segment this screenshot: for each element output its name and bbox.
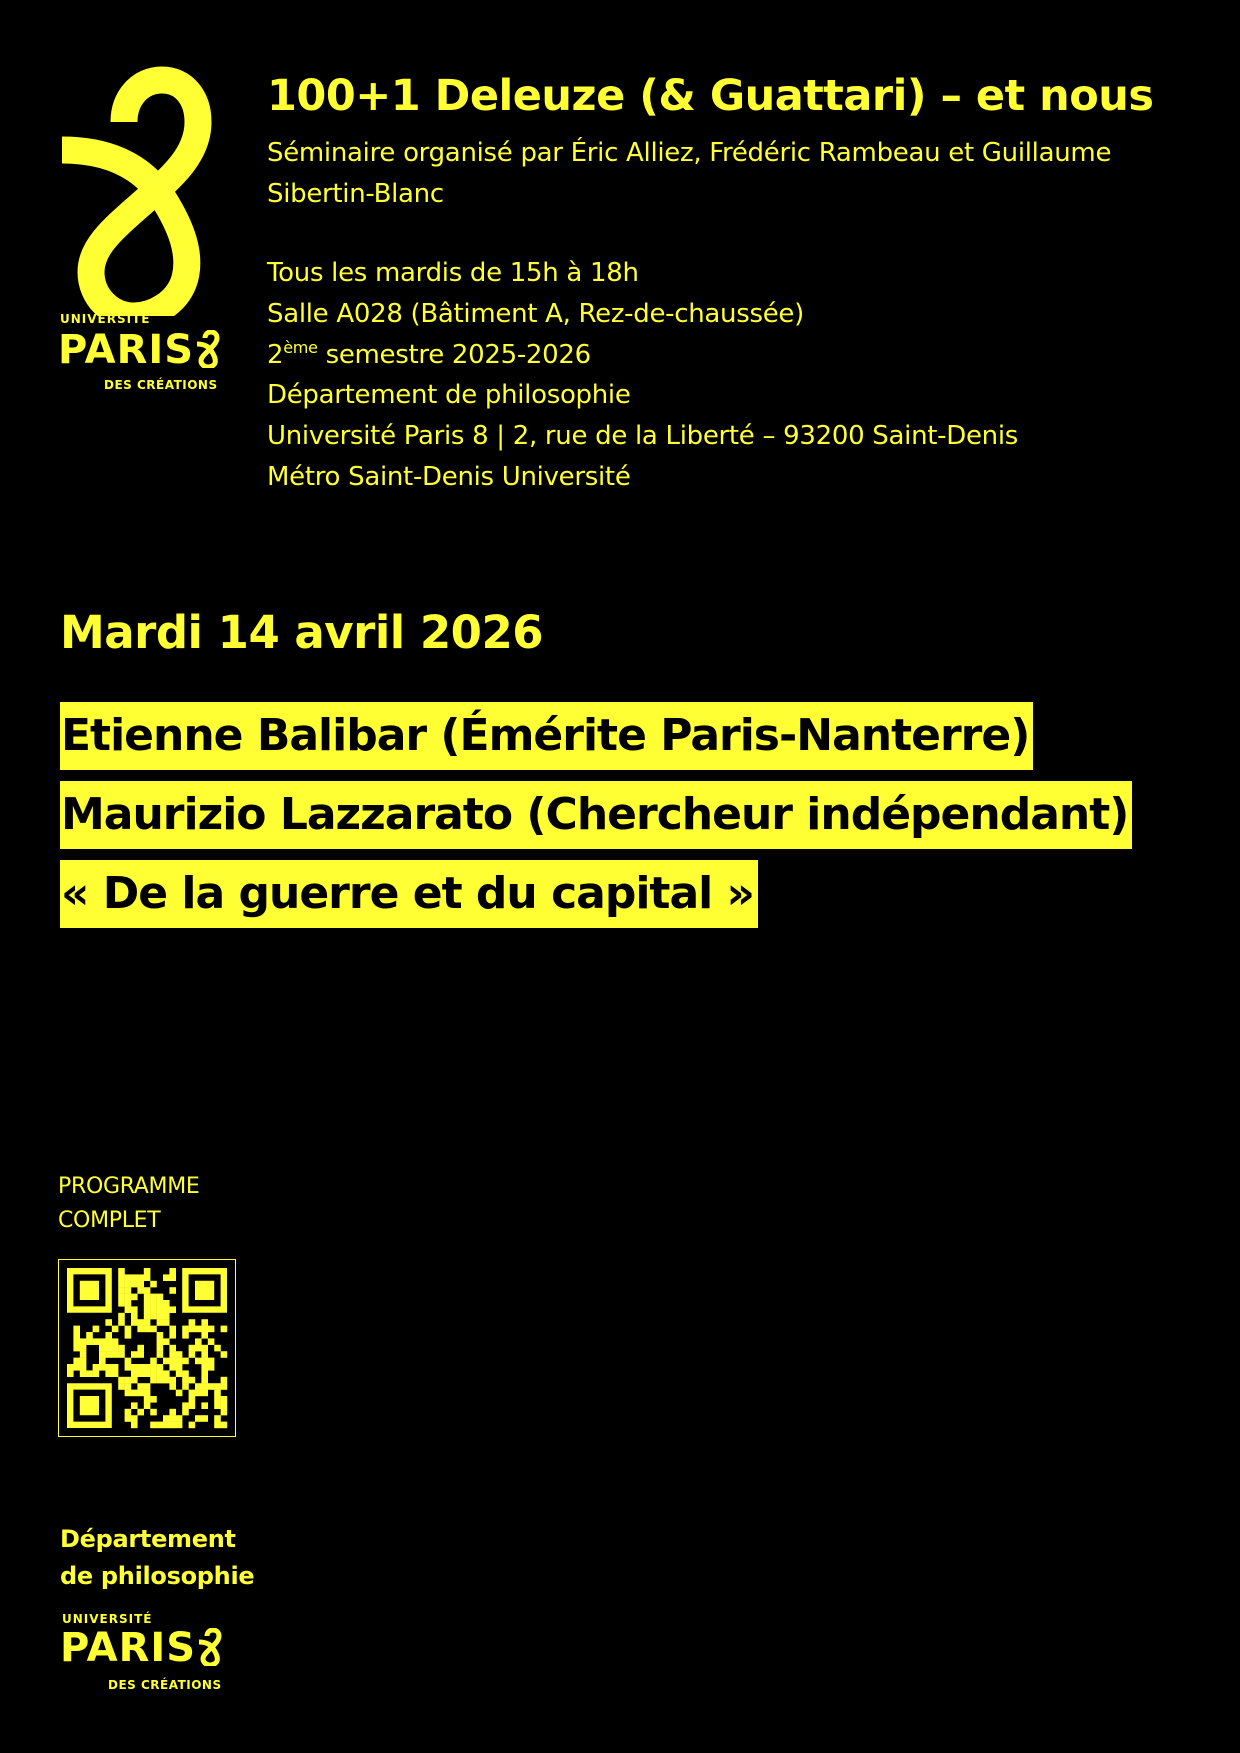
qr-module <box>169 1409 176 1416</box>
qr-module <box>157 1300 164 1307</box>
qr-module <box>150 1422 157 1429</box>
qr-module <box>163 1306 170 1313</box>
qr-module <box>144 1396 151 1403</box>
qr-module <box>195 1326 202 1333</box>
qr-module <box>93 1370 100 1377</box>
qr-module <box>150 1370 157 1377</box>
qr-module <box>137 1287 144 1294</box>
qr-module <box>214 1422 221 1429</box>
qr-module <box>201 1390 208 1397</box>
qr-module <box>112 1351 119 1358</box>
qr-module <box>182 1383 189 1390</box>
qr-module <box>99 1351 106 1358</box>
qr-module <box>169 1332 176 1339</box>
qr-module <box>125 1358 132 1365</box>
footer-logo-paris-word: PARIS <box>60 1625 197 1671</box>
qr-module <box>221 1326 228 1333</box>
qr-module <box>125 1326 132 1333</box>
qr-module <box>105 1351 112 1358</box>
qr-module <box>176 1358 183 1365</box>
qr-module <box>137 1383 144 1390</box>
programme-complet-label <box>58 1170 258 1238</box>
qr-module <box>105 1319 112 1326</box>
logo-eight-mark-icon <box>195 330 221 375</box>
qr-module <box>105 1364 112 1371</box>
qr-module <box>221 1409 228 1416</box>
qr-module <box>125 1364 132 1371</box>
qr-module <box>176 1415 183 1422</box>
qr-module <box>131 1370 138 1377</box>
qr-module <box>189 1345 196 1352</box>
qr-module <box>118 1377 125 1384</box>
qr-module <box>144 1370 151 1377</box>
qr-module <box>137 1281 144 1288</box>
qr-module <box>163 1370 170 1377</box>
speaker-2-highlight: Maurizio Lazzarato (Chercheur indépendant) <box>60 781 1132 849</box>
qr-module <box>182 1358 189 1365</box>
qr-module <box>157 1319 164 1326</box>
qr-module <box>182 1402 189 1409</box>
qr-module <box>125 1377 132 1384</box>
logo-universite-text: UNIVERSITÉ <box>60 312 151 326</box>
qr-module <box>189 1377 196 1384</box>
qr-module <box>195 1383 202 1390</box>
qr-module <box>150 1306 157 1313</box>
qr-module <box>80 1358 87 1365</box>
qr-module <box>201 1326 208 1333</box>
qr-module <box>163 1422 170 1429</box>
qr-module <box>157 1351 164 1358</box>
qr-module <box>137 1364 144 1371</box>
qr-module <box>131 1274 138 1281</box>
qr-code-icon[interactable] <box>59 1260 235 1436</box>
qr-module <box>125 1294 132 1301</box>
qr-module <box>169 1287 176 1294</box>
qr-module <box>169 1364 176 1371</box>
qr-module <box>195 1390 202 1397</box>
paris8-logo-small <box>62 1612 232 1692</box>
qr-module <box>131 1422 138 1429</box>
qr-module <box>67 1370 74 1377</box>
qr-module <box>137 1351 144 1358</box>
qr-module <box>80 1364 87 1371</box>
qr-module <box>189 1402 196 1409</box>
qr-module <box>150 1300 157 1307</box>
qr-module <box>195 1358 202 1365</box>
qr-module <box>169 1377 176 1384</box>
qr-module <box>208 1338 215 1345</box>
qr-module <box>125 1300 132 1307</box>
qr-module <box>157 1338 164 1345</box>
qr-module <box>118 1351 125 1358</box>
qr-module <box>144 1319 151 1326</box>
qr-module <box>93 1326 100 1333</box>
qr-module <box>157 1364 164 1371</box>
qr-module <box>99 1345 106 1352</box>
semester-text <box>267 335 1018 376</box>
schedule-text: Tous les mardis de 15h à 18h <box>267 258 639 288</box>
qr-module <box>208 1364 215 1371</box>
qr-module <box>201 1415 208 1422</box>
qr-module <box>112 1364 119 1371</box>
qr-module <box>137 1390 144 1397</box>
qr-module <box>221 1351 228 1358</box>
qr-module <box>118 1274 125 1281</box>
semester-number: 2 <box>267 339 284 370</box>
qr-module <box>189 1422 196 1429</box>
qr-module <box>137 1370 144 1377</box>
programme-line-2: COMPLET <box>58 1208 161 1233</box>
room-text: Salle A028 (Bâtiment A, Rez-de-chaussée) <box>267 298 804 329</box>
qr-module <box>137 1345 144 1352</box>
qr-module <box>157 1345 164 1352</box>
qr-module <box>182 1409 189 1416</box>
qr-module <box>157 1377 164 1384</box>
qr-module <box>105 1338 112 1345</box>
speaker-1-highlight: Etienne Balibar (Émérite Paris-Nanterre) <box>60 702 1033 770</box>
qr-module <box>80 1338 87 1345</box>
qr-module <box>112 1345 119 1352</box>
qr-module <box>86 1370 93 1377</box>
semester-years: semestre 2025-2026 <box>317 339 591 370</box>
qr-module <box>86 1332 93 1339</box>
qr-module <box>157 1332 164 1339</box>
qr-module <box>131 1402 138 1409</box>
qr-module <box>73 1364 80 1371</box>
qr-module <box>118 1300 125 1307</box>
qr-module <box>201 1370 208 1377</box>
qr-module <box>189 1390 196 1397</box>
qr-module <box>144 1364 151 1371</box>
qr-module <box>118 1345 125 1352</box>
qr-module <box>131 1319 138 1326</box>
qr-module <box>80 1370 87 1377</box>
logo-paris-word: PARIS <box>58 327 195 373</box>
qr-module <box>221 1383 228 1390</box>
qr-module <box>144 1300 151 1307</box>
qr-module <box>201 1377 208 1384</box>
qr-module <box>195 1415 202 1422</box>
qr-code-frame[interactable] <box>58 1259 236 1437</box>
qr-module <box>144 1268 151 1275</box>
qr-module <box>182 1377 189 1384</box>
seminar-title: 100+1 Deleuze (& Guattari) – et nous <box>267 71 1154 121</box>
qr-module <box>163 1313 170 1320</box>
qr-module <box>214 1345 221 1352</box>
qr-module <box>118 1281 125 1288</box>
qr-module <box>150 1409 157 1416</box>
qr-finder-top-right <box>182 1268 227 1313</box>
qr-module <box>144 1287 151 1294</box>
qr-module <box>163 1415 170 1422</box>
department-text: Département de philosophie <box>267 380 631 411</box>
qr-module <box>189 1351 196 1358</box>
paris8-eight-icon <box>58 66 258 316</box>
qr-module <box>144 1326 151 1333</box>
qr-module <box>144 1306 151 1313</box>
qr-module <box>169 1326 176 1333</box>
organizers-text: Séminaire organisé par Éric Alliez, Frédéric Rambeau et Guillaume Sibertin-Blanc <box>267 138 1112 209</box>
qr-module <box>118 1319 125 1326</box>
qr-module <box>163 1338 170 1345</box>
qr-module <box>201 1345 208 1352</box>
qr-module <box>157 1370 164 1377</box>
talk-title-highlight: « De la guerre et du capital » <box>60 860 758 928</box>
qr-module <box>157 1306 164 1313</box>
qr-module <box>86 1338 93 1345</box>
footer-department-line-2: de philosophie <box>60 1562 255 1590</box>
qr-module <box>150 1313 157 1320</box>
qr-finder-bottom-left <box>67 1383 112 1428</box>
qr-module <box>201 1332 208 1339</box>
qr-module <box>125 1306 132 1313</box>
footer-department-line-1: Département <box>60 1525 236 1553</box>
footer-logo-universite-text: UNIVERSITÉ <box>62 1612 153 1626</box>
qr-module <box>176 1422 183 1429</box>
qr-module <box>73 1358 80 1365</box>
session-date: Mardi 14 avril 2026 <box>60 606 544 659</box>
qr-module <box>169 1415 176 1422</box>
qr-module <box>112 1326 119 1333</box>
qr-module <box>144 1402 151 1409</box>
qr-module <box>118 1294 125 1301</box>
qr-module <box>221 1422 228 1429</box>
qr-module <box>144 1313 151 1320</box>
qr-module <box>99 1338 106 1345</box>
qr-module <box>169 1383 176 1390</box>
qr-module <box>105 1370 112 1377</box>
qr-module <box>157 1313 164 1320</box>
qr-module <box>163 1358 170 1365</box>
qr-module <box>214 1415 221 1422</box>
qr-module <box>131 1390 138 1397</box>
logo-des-creations-text: DES CRÉATIONS <box>104 378 218 392</box>
qr-module <box>214 1396 221 1403</box>
qr-module <box>118 1268 125 1275</box>
qr-module <box>169 1306 176 1313</box>
qr-module <box>163 1319 170 1326</box>
qr-module <box>131 1351 138 1358</box>
qr-module <box>208 1383 215 1390</box>
qr-module <box>201 1364 208 1371</box>
qr-module <box>118 1313 125 1320</box>
qr-module <box>163 1377 170 1384</box>
qr-module <box>112 1370 119 1377</box>
qr-module <box>137 1409 144 1416</box>
qr-module <box>93 1338 100 1345</box>
qr-module <box>80 1351 87 1358</box>
qr-module <box>93 1364 100 1371</box>
qr-module <box>201 1383 208 1390</box>
qr-module <box>112 1338 119 1345</box>
qr-module <box>131 1294 138 1301</box>
qr-module <box>99 1364 106 1371</box>
qr-finder-top-left <box>67 1268 112 1313</box>
paris8-logo-large <box>58 66 258 398</box>
qr-module <box>150 1364 157 1371</box>
qr-module <box>150 1396 157 1403</box>
qr-module <box>157 1422 164 1429</box>
qr-module <box>182 1370 189 1377</box>
qr-module <box>169 1422 176 1429</box>
qr-module <box>150 1358 157 1365</box>
qr-module <box>125 1274 132 1281</box>
address-text: Université Paris 8 | 2, rue de la Liberté – 93200 Saint-Denis <box>267 421 1018 452</box>
qr-module <box>137 1326 144 1333</box>
qr-module <box>125 1409 132 1416</box>
semester-ordinal: ème <box>283 337 318 357</box>
qr-module <box>125 1281 132 1288</box>
qr-module <box>131 1415 138 1422</box>
qr-module <box>214 1402 221 1409</box>
qr-module <box>125 1415 132 1422</box>
footer-logo-eight-mark-icon <box>197 1628 223 1673</box>
qr-module <box>131 1306 138 1313</box>
qr-module <box>80 1345 87 1352</box>
qr-module <box>201 1358 208 1365</box>
qr-module <box>137 1274 144 1281</box>
qr-module <box>169 1268 176 1275</box>
qr-module <box>125 1383 132 1390</box>
qr-module <box>189 1396 196 1403</box>
footer-department-name <box>60 1521 280 1595</box>
qr-module <box>208 1358 215 1365</box>
qr-module <box>144 1274 151 1281</box>
qr-module <box>221 1377 228 1384</box>
qr-module <box>144 1294 151 1301</box>
qr-module <box>176 1390 183 1397</box>
qr-module <box>169 1345 176 1352</box>
qr-module <box>163 1300 170 1307</box>
qr-module <box>163 1274 170 1281</box>
qr-module <box>169 1351 176 1358</box>
footer-logo-paris-text <box>60 1625 223 1673</box>
qr-module <box>150 1377 157 1384</box>
qr-module <box>125 1390 132 1397</box>
qr-module <box>208 1326 215 1333</box>
qr-module <box>73 1332 80 1339</box>
qr-module <box>201 1402 208 1409</box>
footer-logo-des-creations-text: DES CRÉATIONS <box>108 1678 222 1692</box>
qr-module <box>221 1402 228 1409</box>
qr-module <box>182 1332 189 1339</box>
qr-module <box>182 1326 189 1333</box>
qr-module <box>105 1332 112 1339</box>
qr-module <box>118 1383 125 1390</box>
qr-module <box>189 1319 196 1326</box>
qr-module <box>189 1326 196 1333</box>
qr-module <box>221 1396 228 1403</box>
metro-text: Métro Saint-Denis Université <box>267 461 631 492</box>
qr-module <box>105 1345 112 1352</box>
qr-module <box>150 1294 157 1301</box>
qr-module <box>176 1364 183 1371</box>
qr-module <box>137 1319 144 1326</box>
qr-module <box>169 1358 176 1365</box>
qr-module <box>195 1345 202 1352</box>
qr-module <box>125 1332 132 1339</box>
qr-module <box>131 1364 138 1371</box>
qr-module <box>131 1281 138 1288</box>
qr-module <box>157 1294 164 1301</box>
qr-module <box>201 1351 208 1358</box>
seminar-info-block <box>267 253 1018 498</box>
qr-module <box>144 1390 151 1397</box>
programme-line-1: PROGRAMME <box>58 1174 200 1199</box>
qr-module <box>125 1287 132 1294</box>
qr-module <box>67 1364 74 1371</box>
qr-module <box>214 1383 221 1390</box>
qr-module <box>176 1370 183 1377</box>
qr-module <box>150 1326 157 1333</box>
logo-paris-text <box>58 327 221 375</box>
qr-module <box>73 1326 80 1333</box>
qr-module <box>131 1377 138 1384</box>
qr-module <box>176 1351 183 1358</box>
qr-module <box>150 1281 157 1288</box>
qr-module <box>201 1319 208 1326</box>
qr-module <box>118 1287 125 1294</box>
qr-module <box>99 1358 106 1365</box>
qr-module <box>144 1383 151 1390</box>
qr-module <box>73 1345 80 1352</box>
qr-module <box>131 1313 138 1320</box>
qr-module <box>169 1274 176 1281</box>
qr-module <box>214 1390 221 1397</box>
qr-module <box>195 1338 202 1345</box>
qr-module <box>73 1338 80 1345</box>
